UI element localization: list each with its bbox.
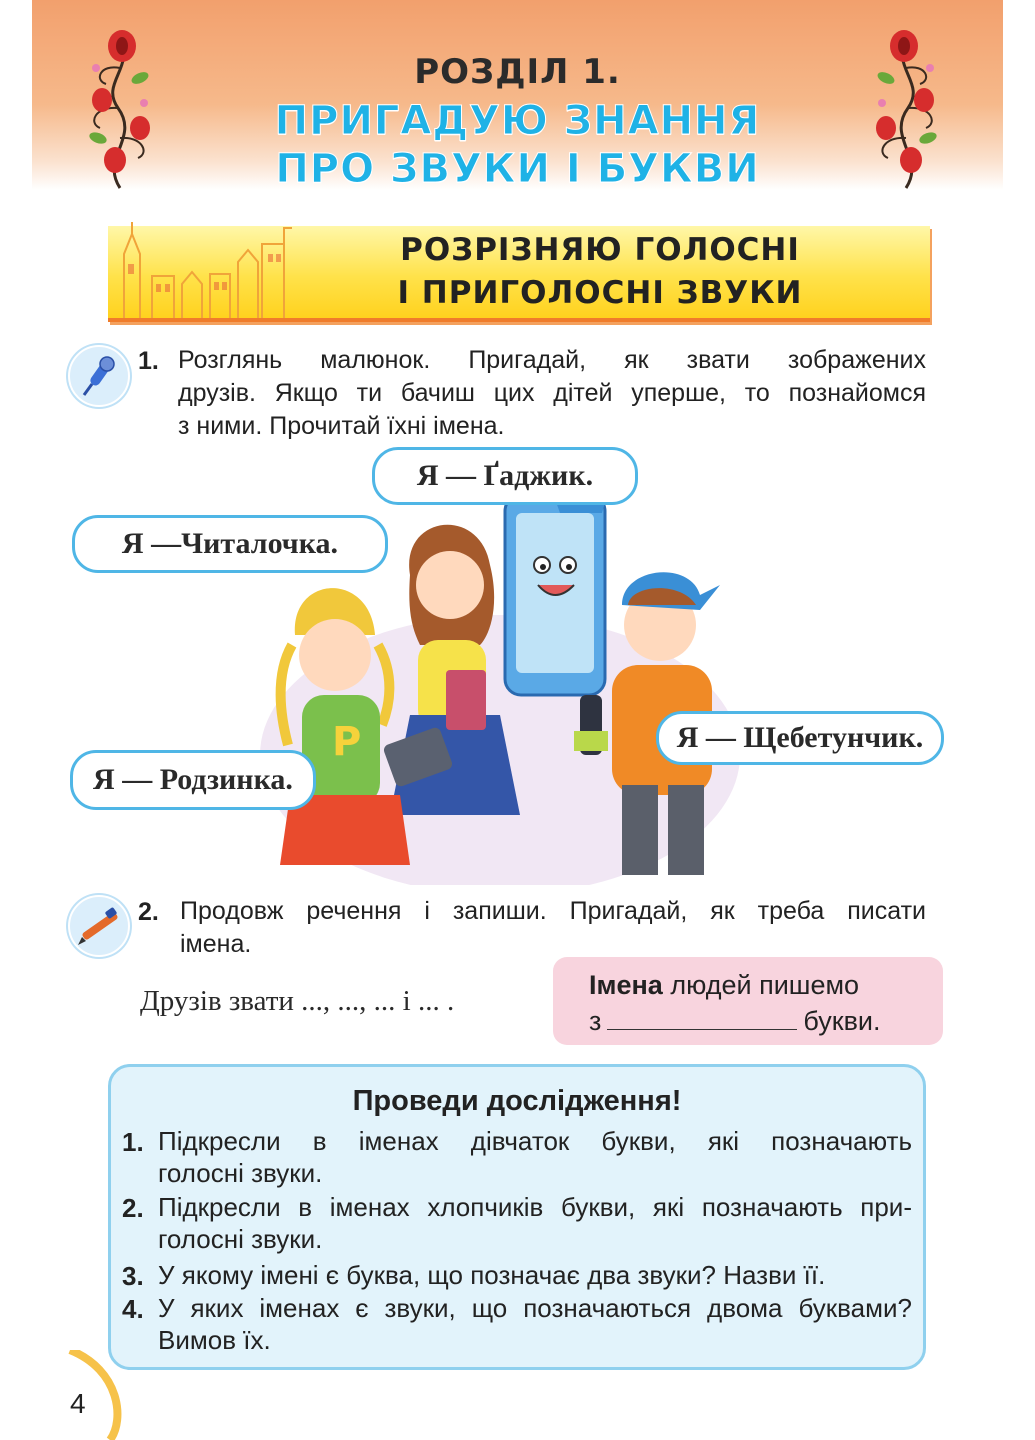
research-item-2-line-2: голосні звуки. xyxy=(158,1224,323,1254)
chapter-title-line-1: ПРИГАДУЮ ЗНАННЯ xyxy=(274,98,761,144)
svg-text:P: P xyxy=(332,719,362,765)
section-label: РОЗДІЛ 1. xyxy=(414,52,621,92)
city-skyline-icon xyxy=(112,214,302,318)
rule-keyword: Імена xyxy=(589,970,663,1000)
microphone-icon xyxy=(68,345,130,407)
task-1-line-1: Розглянь малюнок. Пригадай, як звати зображених xyxy=(178,346,926,374)
chapter-title-line-2: ПРО ЗВУКИ І БУКВИ xyxy=(275,146,760,192)
task-2-line-1: Продовж речення і запиши. Пригадай, як треба писати xyxy=(180,897,926,925)
speech-bubble-shchebetunchyk: Я — Щебетунчик. xyxy=(656,711,944,765)
task-1-line-2: друзів. Якщо ти бачиш цих дітей уперше, то познайомся xyxy=(178,379,926,407)
research-item-3-number: 3. xyxy=(122,1261,144,1291)
research-item-2-line-1: Підкресли в іменах хлопчиків букви, які позначають при- xyxy=(158,1192,912,1222)
research-item-4-line-2: Вимов їх. xyxy=(158,1325,271,1355)
task-1-line-3: з ними. Прочитай їхні імена. xyxy=(178,412,505,440)
speech-bubble-rodzynka: Я — Родзинка. xyxy=(70,750,316,810)
research-item-1-line-1: Підкресли в іменах дівчаток букви, які позначають xyxy=(158,1126,912,1156)
topic-title-line-1: РОЗРІЗНЯЮ ГОЛОСНІ xyxy=(400,232,800,268)
rule-blank-line xyxy=(607,1007,797,1030)
page-number: 4 xyxy=(70,1388,86,1419)
rule-prefix: з xyxy=(589,1006,602,1036)
topic-title-line-2: І ПРИГОЛОСНІ ЗВУКИ xyxy=(397,275,803,311)
research-item-2-number: 2. xyxy=(122,1193,144,1223)
task-2-line-2: імена. xyxy=(180,930,252,958)
fill-in-sentence: Друзів звати ..., ..., ... і ... . xyxy=(140,985,455,1017)
rule-text-1: людей пишемо xyxy=(662,970,860,1000)
pen-icon xyxy=(68,895,130,957)
task-2-number: 2. xyxy=(138,898,159,926)
research-item-1-number: 1. xyxy=(122,1127,144,1157)
speech-bubble-gadzhyk: Я — Ґаджик. xyxy=(372,447,638,505)
research-item-3-line-1: У якому імені є буква, що позначає два звуки? Назви її. xyxy=(158,1260,826,1290)
research-item-4-number: 4. xyxy=(122,1294,144,1324)
speech-bubble-chytalochka: Я —Читалочка. xyxy=(72,515,388,573)
research-item-1-line-2: голосні звуки. xyxy=(158,1158,323,1188)
rule-box xyxy=(553,957,943,1045)
research-title: Проведи дослідження! xyxy=(352,1085,682,1117)
task-1-number: 1. xyxy=(138,347,159,375)
rule-suffix: букви. xyxy=(803,1006,881,1036)
research-item-4-line-1: У яких іменах є звуки, що позначаються двома буквами? xyxy=(158,1293,912,1323)
